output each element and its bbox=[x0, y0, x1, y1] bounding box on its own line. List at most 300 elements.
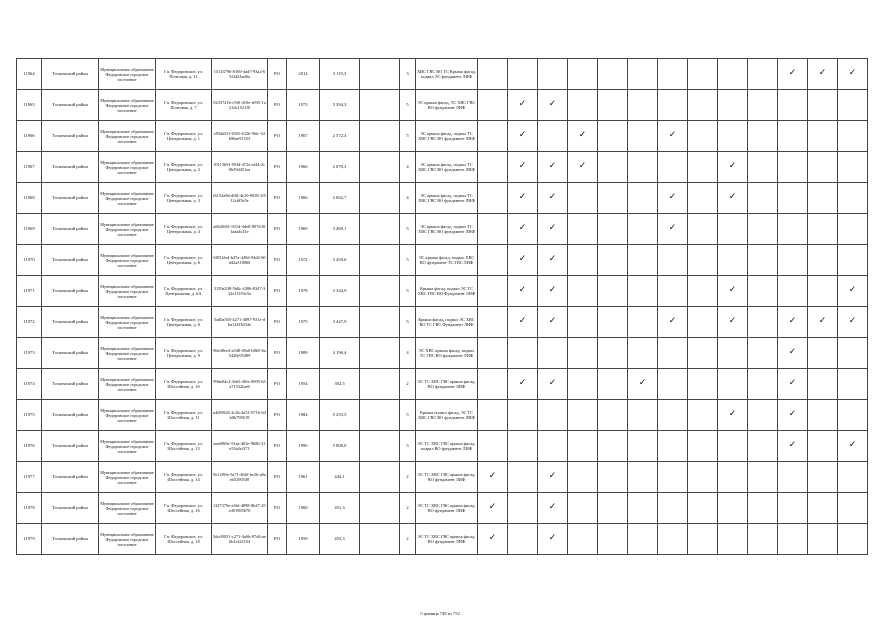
empty-check-cell bbox=[718, 493, 748, 524]
empty-check-cell bbox=[748, 276, 778, 307]
blank-cell bbox=[360, 524, 400, 555]
empty-check-cell bbox=[568, 400, 598, 431]
empty-check-cell bbox=[478, 214, 508, 245]
checkmark-icon: ✓ bbox=[538, 493, 568, 524]
blank-cell bbox=[360, 214, 400, 245]
build-year: 1954 bbox=[287, 369, 320, 400]
blank-cell bbox=[360, 400, 400, 431]
checkmark-icon: ✓ bbox=[538, 152, 568, 183]
empty-check-cell bbox=[808, 245, 838, 276]
empty-check-cell bbox=[478, 152, 508, 183]
floor-count: 5 bbox=[400, 245, 416, 276]
empty-check-cell bbox=[688, 369, 718, 400]
build-year: 1975 bbox=[287, 307, 320, 338]
checkmark-icon: ✓ bbox=[838, 307, 868, 338]
district-name: Тосненский район bbox=[42, 462, 99, 493]
municipality-name: Муниципальное образование Федоровское городское поселение bbox=[99, 90, 156, 121]
empty-check-cell bbox=[538, 431, 568, 462]
empty-check-cell bbox=[748, 400, 778, 431]
empty-check-cell bbox=[808, 183, 838, 214]
empty-check-cell bbox=[478, 90, 508, 121]
empty-check-cell bbox=[718, 245, 748, 276]
district-name: Тосненский район bbox=[42, 338, 99, 369]
empty-check-cell bbox=[808, 400, 838, 431]
empty-check-cell bbox=[748, 152, 778, 183]
empty-check-cell bbox=[568, 245, 598, 276]
floor-count: 5 bbox=[400, 431, 416, 462]
table-row bbox=[17, 307, 868, 338]
building-uuid: 0233721b-c9f0-410e-a935-1a21dc1521f0 bbox=[212, 90, 268, 121]
record-id: 11969 bbox=[17, 214, 42, 245]
work-types: ЭС ТС ХВС ГВС крыша фасад, ВО фундамент ЛИФ bbox=[416, 462, 478, 493]
checkmark-icon: ✓ bbox=[508, 245, 538, 276]
empty-check-cell bbox=[658, 462, 688, 493]
empty-check-cell bbox=[688, 400, 718, 431]
empty-check-cell bbox=[838, 462, 868, 493]
record-id: 11965 bbox=[17, 90, 42, 121]
record-id: 11974 bbox=[17, 369, 42, 400]
building-uuid: 5ad0a503-4271-4897-931e-dba14f33d34e bbox=[212, 307, 268, 338]
checkmark-icon: ✓ bbox=[628, 369, 658, 400]
work-types: ЭС крыша фасад, ТС ХВС ГВС ВО фундамент ЛИФ bbox=[416, 90, 478, 121]
fund-form: РО bbox=[268, 307, 287, 338]
empty-check-cell bbox=[808, 524, 838, 555]
empty-check-cell bbox=[568, 493, 598, 524]
empty-check-cell bbox=[568, 369, 598, 400]
checkmark-icon: ✓ bbox=[538, 90, 568, 121]
work-types: Крыша фасад, подвал ЭС ТС ХВС ГВС ВО Фундамент ЛИФ bbox=[416, 276, 478, 307]
empty-check-cell bbox=[778, 493, 808, 524]
record-id: 11977 bbox=[17, 462, 42, 493]
empty-check-cell bbox=[748, 121, 778, 152]
build-year: 1972 bbox=[287, 245, 320, 276]
build-year: 1973 bbox=[287, 90, 320, 121]
empty-check-cell bbox=[628, 121, 658, 152]
checkmark-icon: ✓ bbox=[538, 276, 568, 307]
building-address: Гп. Федоровское, ул. Шоссейная, д. 10 bbox=[156, 369, 212, 400]
empty-check-cell bbox=[718, 524, 748, 555]
table-row bbox=[17, 152, 868, 183]
blank-cell bbox=[360, 121, 400, 152]
empty-check-cell bbox=[598, 276, 628, 307]
building-uuid: f0115b91-09fd-472e-af44-2c0b59d451ea bbox=[212, 152, 268, 183]
district-name: Тосненский район bbox=[42, 276, 99, 307]
empty-check-cell bbox=[598, 462, 628, 493]
checkmark-icon: ✓ bbox=[838, 276, 868, 307]
building-address: Гп. Федоровское, ул. Центральная, д. 6А bbox=[156, 276, 212, 307]
checkmark-icon: ✓ bbox=[658, 183, 688, 214]
build-year: 1966 bbox=[287, 152, 320, 183]
fund-form: РО bbox=[268, 245, 287, 276]
empty-check-cell bbox=[838, 90, 868, 121]
building-address: Гп. Федоровское, ул. Почтовая, д. 7 bbox=[156, 90, 212, 121]
building-uuid: 3dcd9031-c271-4a6b-87d4-ae6b1ef22104 bbox=[212, 524, 268, 555]
empty-check-cell bbox=[658, 369, 688, 400]
empty-check-cell bbox=[628, 152, 658, 183]
empty-check-cell bbox=[688, 431, 718, 462]
empty-check-cell bbox=[748, 183, 778, 214]
floor-count: 5 bbox=[400, 276, 416, 307]
empty-check-cell bbox=[478, 276, 508, 307]
fund-form: РО bbox=[268, 121, 287, 152]
floor-count: 4 bbox=[400, 183, 416, 214]
empty-check-cell bbox=[718, 121, 748, 152]
empty-check-cell bbox=[748, 431, 778, 462]
record-id: 11970 bbox=[17, 245, 42, 276]
table-row bbox=[17, 121, 868, 152]
empty-check-cell bbox=[628, 338, 658, 369]
checkmark-icon: ✓ bbox=[778, 338, 808, 369]
checkmark-icon: ✓ bbox=[538, 369, 568, 400]
empty-check-cell bbox=[718, 369, 748, 400]
district-name: Тосненский район bbox=[42, 493, 99, 524]
empty-check-cell bbox=[688, 183, 718, 214]
empty-check-cell bbox=[628, 59, 658, 90]
floor-count: 2 bbox=[400, 462, 416, 493]
empty-check-cell bbox=[748, 493, 778, 524]
build-year: 1959 bbox=[287, 524, 320, 555]
empty-check-cell bbox=[718, 462, 748, 493]
record-id: 11978 bbox=[17, 493, 42, 524]
checkmark-icon: ✓ bbox=[838, 431, 868, 462]
empty-check-cell bbox=[628, 493, 658, 524]
table-row bbox=[17, 183, 868, 214]
empty-check-cell bbox=[478, 183, 508, 214]
empty-check-cell bbox=[628, 431, 658, 462]
record-id: 11979 bbox=[17, 524, 42, 555]
page-number: Страница 749 из 752 bbox=[420, 611, 460, 616]
empty-check-cell bbox=[658, 59, 688, 90]
building-uuid: aedd9f6e-51aa-403e-9b8b-31e53a4e2f71 bbox=[212, 431, 268, 462]
municipality-name: Муниципальное образование Федоровское городское поселение bbox=[99, 152, 156, 183]
empty-check-cell bbox=[538, 121, 568, 152]
empty-check-cell bbox=[628, 400, 658, 431]
blank-cell bbox=[360, 90, 400, 121]
total-area: 2 572,4 bbox=[320, 121, 360, 152]
record-id: 11971 bbox=[17, 276, 42, 307]
empty-check-cell bbox=[568, 462, 598, 493]
fund-form: РО bbox=[268, 462, 287, 493]
empty-check-cell bbox=[478, 245, 508, 276]
municipality-name: Муниципальное образование Федоровское городское поселение bbox=[99, 369, 156, 400]
record-id: 11967 bbox=[17, 152, 42, 183]
blank-cell bbox=[360, 307, 400, 338]
empty-check-cell bbox=[778, 276, 808, 307]
table-row bbox=[17, 276, 868, 307]
empty-check-cell bbox=[688, 462, 718, 493]
empty-check-cell bbox=[568, 214, 598, 245]
building-address: Гп. Федоровское, ул. Центральная, д. 1 bbox=[156, 121, 212, 152]
housing-registry-table bbox=[16, 58, 868, 555]
empty-check-cell bbox=[508, 431, 538, 462]
empty-check-cell bbox=[598, 183, 628, 214]
empty-check-cell bbox=[778, 152, 808, 183]
empty-check-cell bbox=[478, 400, 508, 431]
empty-check-cell bbox=[718, 214, 748, 245]
work-types: ЭС ТС ХВС ГВС крыша фасад, ВО фундамент ЛИФ bbox=[416, 524, 478, 555]
empty-check-cell bbox=[628, 524, 658, 555]
district-name: Тосненский район bbox=[42, 214, 99, 245]
empty-check-cell bbox=[568, 307, 598, 338]
building-address: Гп. Федоровское, ул. Шоссейная, д. 16 bbox=[156, 493, 212, 524]
empty-check-cell bbox=[748, 524, 778, 555]
empty-check-cell bbox=[628, 245, 658, 276]
empty-check-cell bbox=[478, 59, 508, 90]
empty-check-cell bbox=[658, 524, 688, 555]
checkmark-icon: ✓ bbox=[658, 214, 688, 245]
build-year: 1984 bbox=[287, 400, 320, 431]
empty-check-cell bbox=[598, 524, 628, 555]
building-uuid: 9e12f9fe-5a71-466f-be2b-a0aeb5290549 bbox=[212, 462, 268, 493]
table-row bbox=[17, 431, 868, 462]
total-area: 451,3 bbox=[320, 493, 360, 524]
empty-check-cell bbox=[838, 524, 868, 555]
empty-check-cell bbox=[778, 524, 808, 555]
work-types: ЭС крыша фасад, подвал ТС ХВС ГВС ВО фундамент ЛИФ bbox=[416, 214, 478, 245]
empty-check-cell bbox=[838, 152, 868, 183]
build-year: 1961 bbox=[287, 462, 320, 493]
floor-count: 5 bbox=[400, 307, 416, 338]
checkmark-icon: ✓ bbox=[658, 307, 688, 338]
checkmark-icon: ✓ bbox=[658, 121, 688, 152]
total-area: 5 253,5 bbox=[320, 400, 360, 431]
checkmark-icon: ✓ bbox=[538, 524, 568, 555]
empty-check-cell bbox=[658, 245, 688, 276]
municipality-name: Муниципальное образование Федоровское городское поселение bbox=[99, 59, 156, 90]
empty-check-cell bbox=[598, 369, 628, 400]
empty-check-cell bbox=[748, 462, 778, 493]
empty-check-cell bbox=[478, 121, 508, 152]
building-address: Гп. Федоровское, ул. Шоссейная, д. 18 bbox=[156, 524, 212, 555]
record-id: 11973 bbox=[17, 338, 42, 369]
empty-check-cell bbox=[748, 214, 778, 245]
empty-check-cell bbox=[598, 121, 628, 152]
empty-check-cell bbox=[478, 307, 508, 338]
empty-check-cell bbox=[748, 59, 778, 90]
total-area: 2 070,3 bbox=[320, 152, 360, 183]
table-body bbox=[17, 59, 868, 555]
building-uuid: 6f05f2ed-b47a-449d-94d2-60d42a318860 bbox=[212, 245, 268, 276]
table-row bbox=[17, 400, 868, 431]
empty-check-cell bbox=[658, 276, 688, 307]
empty-check-cell bbox=[778, 245, 808, 276]
empty-check-cell bbox=[808, 121, 838, 152]
empty-check-cell bbox=[568, 524, 598, 555]
work-types: ЭС ТС ХВС ГВС крыша фасад, ВО фундамент ЛИФ bbox=[416, 493, 478, 524]
fund-form: РО bbox=[268, 276, 287, 307]
municipality-name: Муниципальное образование Федоровское городское поселение bbox=[99, 338, 156, 369]
checkmark-icon: ✓ bbox=[508, 307, 538, 338]
floor-count: 5 bbox=[400, 121, 416, 152]
empty-check-cell bbox=[838, 400, 868, 431]
empty-check-cell bbox=[748, 90, 778, 121]
empty-check-cell bbox=[808, 369, 838, 400]
blank-cell bbox=[360, 59, 400, 90]
total-area: 444,1 bbox=[320, 462, 360, 493]
checkmark-icon: ✓ bbox=[538, 214, 568, 245]
empty-check-cell bbox=[778, 214, 808, 245]
record-id: 11968 bbox=[17, 183, 42, 214]
empty-check-cell bbox=[688, 121, 718, 152]
checkmark-icon: ✓ bbox=[808, 307, 838, 338]
building-uuid: 2f27379e-a3bf-4898-8b47-25e491985670 bbox=[212, 493, 268, 524]
empty-check-cell bbox=[628, 90, 658, 121]
district-name: Тосненский район bbox=[42, 183, 99, 214]
empty-check-cell bbox=[688, 59, 718, 90]
total-area: 3 469,1 bbox=[320, 214, 360, 245]
total-area: 392,5 bbox=[320, 369, 360, 400]
district-name: Тосненский район bbox=[42, 245, 99, 276]
blank-cell bbox=[360, 183, 400, 214]
empty-check-cell bbox=[508, 59, 538, 90]
district-name: Тосненский район bbox=[42, 121, 99, 152]
checkmark-icon: ✓ bbox=[718, 183, 748, 214]
empty-check-cell bbox=[538, 59, 568, 90]
empty-check-cell bbox=[478, 369, 508, 400]
floor-count: 5 bbox=[400, 214, 416, 245]
empty-check-cell bbox=[568, 90, 598, 121]
empty-check-cell bbox=[568, 59, 598, 90]
empty-check-cell bbox=[808, 493, 838, 524]
checkmark-icon: ✓ bbox=[538, 307, 568, 338]
empty-check-cell bbox=[688, 214, 718, 245]
record-id: 11966 bbox=[17, 121, 42, 152]
total-area: 453,3 bbox=[320, 524, 360, 555]
table-row bbox=[17, 214, 868, 245]
empty-check-cell bbox=[688, 524, 718, 555]
district-name: Тосненский район bbox=[42, 152, 99, 183]
empty-check-cell bbox=[838, 121, 868, 152]
checkmark-icon: ✓ bbox=[778, 307, 808, 338]
checkmark-icon: ✓ bbox=[568, 121, 598, 152]
empty-check-cell bbox=[808, 462, 838, 493]
fund-form: РО bbox=[268, 338, 287, 369]
empty-check-cell bbox=[658, 90, 688, 121]
build-year: 1967 bbox=[287, 121, 320, 152]
work-types: ЭС крыша фасад, подвал ТС ХВС ГВС ВО фундамент ЛИФ bbox=[416, 183, 478, 214]
building-uuid: a4d89f26-2c2b-4a51-8716-64b0b790519 bbox=[212, 400, 268, 431]
empty-check-cell bbox=[538, 338, 568, 369]
district-name: Тосненский район bbox=[42, 59, 99, 90]
checkmark-icon: ✓ bbox=[808, 59, 838, 90]
district-name: Тосненский район bbox=[42, 307, 99, 338]
table-row bbox=[17, 59, 868, 90]
building-address: Гп. Федоровское, ул. Центральная, д. 2 bbox=[156, 152, 212, 183]
work-types: ЭС крыша фасад, подвал ТС ХВС ГВС ВО фундамент ЛИФ bbox=[416, 152, 478, 183]
empty-check-cell bbox=[508, 338, 538, 369]
building-address: Гп. Федоровское, ул. Центральная, д. 6 bbox=[156, 245, 212, 276]
empty-check-cell bbox=[598, 338, 628, 369]
empty-check-cell bbox=[838, 245, 868, 276]
floor-count: 5 bbox=[400, 90, 416, 121]
empty-check-cell bbox=[808, 152, 838, 183]
floor-count: 4 bbox=[400, 152, 416, 183]
building-address: Гп. Федоровское, ул. Центральная, д. 4 bbox=[156, 214, 212, 245]
empty-check-cell bbox=[568, 276, 598, 307]
empty-check-cell bbox=[598, 245, 628, 276]
floor-count: 2 bbox=[400, 369, 416, 400]
municipality-name: Муниципальное образование Федоровское городское поселение bbox=[99, 431, 156, 462]
empty-check-cell bbox=[568, 183, 598, 214]
empty-check-cell bbox=[598, 400, 628, 431]
empty-check-cell bbox=[688, 276, 718, 307]
empty-check-cell bbox=[598, 431, 628, 462]
checkmark-icon: ✓ bbox=[478, 462, 508, 493]
empty-check-cell bbox=[598, 493, 628, 524]
building-address: Гп. Федоровское, ул. Центральная, д. 3 bbox=[156, 183, 212, 214]
empty-check-cell bbox=[598, 307, 628, 338]
record-id: 11976 bbox=[17, 431, 42, 462]
empty-check-cell bbox=[688, 338, 718, 369]
checkmark-icon: ✓ bbox=[508, 152, 538, 183]
blank-cell bbox=[360, 369, 400, 400]
checkmark-icon: ✓ bbox=[718, 152, 748, 183]
building-uuid: e95dd51f-f565-432b-96fc-52b90ae91553 bbox=[212, 121, 268, 152]
empty-check-cell bbox=[508, 400, 538, 431]
work-types: ЭС крыша фасад, подвал ХВС ВО фундамент ТС ГВС ЛИФ bbox=[416, 245, 478, 276]
fund-form: РО bbox=[268, 59, 287, 90]
empty-check-cell bbox=[778, 90, 808, 121]
blank-cell bbox=[360, 245, 400, 276]
checkmark-icon: ✓ bbox=[568, 152, 598, 183]
table-row bbox=[17, 338, 868, 369]
empty-check-cell bbox=[478, 431, 508, 462]
building-uuid: 3159a538-5b8c-4386-8347-332e11193c5a bbox=[212, 276, 268, 307]
checkmark-icon: ✓ bbox=[778, 400, 808, 431]
empty-check-cell bbox=[748, 245, 778, 276]
fund-form: РО bbox=[268, 400, 287, 431]
work-types: ЭС ТС ХВС ГВС крыша фасад, подвал ВО фундамент ЛИФ bbox=[416, 431, 478, 462]
floor-count: 3 bbox=[400, 59, 416, 90]
municipality-name: Муниципальное образование Федоровское городское поселение bbox=[99, 400, 156, 431]
empty-check-cell bbox=[658, 431, 688, 462]
checkmark-icon: ✓ bbox=[778, 59, 808, 90]
building-address: Гп. Федоровское, ул. Почтовая, д. 11 bbox=[156, 59, 212, 90]
municipality-name: Муниципальное образование Федоровское городское поселение bbox=[99, 307, 156, 338]
checkmark-icon: ✓ bbox=[778, 431, 808, 462]
district-name: Тосненский район bbox=[42, 400, 99, 431]
empty-check-cell bbox=[838, 493, 868, 524]
fund-form: РО bbox=[268, 90, 287, 121]
municipality-name: Муниципальное образование Федоровское городское поселение bbox=[99, 276, 156, 307]
build-year: 1960 bbox=[287, 493, 320, 524]
empty-check-cell bbox=[568, 338, 598, 369]
empty-check-cell bbox=[778, 121, 808, 152]
building-address: Гп. Федоровское, ул. Шоссейная, д. 11 bbox=[156, 400, 212, 431]
municipality-name: Муниципальное образование Федоровское городское поселение bbox=[99, 214, 156, 245]
checkmark-icon: ✓ bbox=[718, 276, 748, 307]
empty-check-cell bbox=[628, 183, 658, 214]
empty-check-cell bbox=[538, 400, 568, 431]
empty-check-cell bbox=[508, 524, 538, 555]
building-uuid: f6152a9d-df8f-4e10-9038-1f512cfd5e5e bbox=[212, 183, 268, 214]
empty-check-cell bbox=[658, 338, 688, 369]
record-id: 11972 bbox=[17, 307, 42, 338]
fund-form: РО bbox=[268, 214, 287, 245]
checkmark-icon: ✓ bbox=[778, 369, 808, 400]
building-uuid: 96ed8ee4-a348-49a6-b8b5-6a5420e95489 bbox=[212, 338, 268, 369]
empty-check-cell bbox=[778, 462, 808, 493]
municipality-name: Муниципальное образование Федоровское городское поселение bbox=[99, 462, 156, 493]
empty-check-cell bbox=[598, 59, 628, 90]
empty-check-cell bbox=[598, 152, 628, 183]
checkmark-icon: ✓ bbox=[478, 524, 508, 555]
floor-count: 4 bbox=[400, 338, 416, 369]
total-area: 3 394,3 bbox=[320, 90, 360, 121]
building-address: Гп. Федоровское, ул. Шоссейная, д. 13 bbox=[156, 431, 212, 462]
floor-count: 2 bbox=[400, 524, 416, 555]
empty-check-cell bbox=[658, 152, 688, 183]
